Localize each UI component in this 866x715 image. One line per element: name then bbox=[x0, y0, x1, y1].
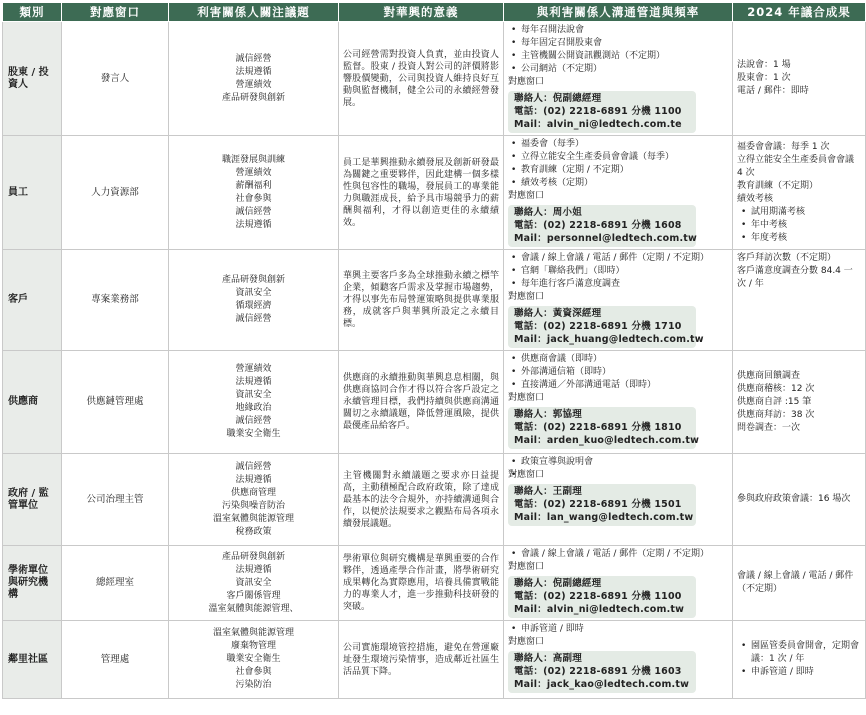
result-item: 法說會：1 場 bbox=[737, 60, 791, 70]
contact-mail[interactable]: Mail：personnel@ledtech.com.tw bbox=[514, 233, 697, 244]
topic-item: 職業安全衛生 bbox=[226, 654, 281, 664]
result-subitem: • 試用期滿考核 bbox=[737, 206, 861, 219]
contact-name: 聯絡人：王副理 bbox=[514, 486, 582, 497]
topic-item: 社會參與 bbox=[235, 193, 272, 204]
topic-item: 溫室氣體與能源管理、 bbox=[208, 603, 299, 614]
results-cell bbox=[733, 22, 866, 136]
window-cell: 公司治理主管 bbox=[62, 454, 169, 546]
contact-name: 聯絡人：黃資深經理 bbox=[514, 308, 602, 319]
channel-item: • 立得立能安全生產委員會會議（每季） bbox=[508, 151, 728, 164]
window-cell: 發言人 bbox=[62, 22, 169, 136]
window-cell: 人力資源部 bbox=[62, 136, 169, 250]
topics-cell bbox=[169, 454, 339, 546]
window-label: 對應窗口 bbox=[508, 292, 545, 302]
topic-item: 循環經濟 bbox=[235, 301, 272, 311]
channel-item: • 會議 / 線上會議 / 電話 / 郵件（定期 / 不定期） bbox=[508, 548, 728, 561]
significance-cell: 供應商的永續推動與華興息息相關，與供應商協同合作才得以符合客戶設定之永續管理目標，我們持續與供應商溝通關切之永續議題，降低營運風險，提供最優產品給客戶。 bbox=[339, 351, 504, 454]
channel-item: • 官網「聯絡我們」（即時） bbox=[508, 265, 728, 278]
result-subitem: • 申訴管道 / 即時 bbox=[737, 666, 861, 679]
header-channels: 與利害關係人溝通管道與頻率 bbox=[504, 3, 733, 22]
topics-cell bbox=[169, 22, 339, 136]
topic-item: 產品研發與創新 bbox=[221, 92, 285, 103]
channel-item: • 每年召開法說會 bbox=[508, 24, 728, 37]
contact-mail[interactable]: Mail：arden_kuo@ledtech.com.tw bbox=[514, 435, 700, 446]
header-category: 類別 bbox=[3, 3, 62, 22]
contact-box bbox=[508, 306, 704, 348]
contact-name: 聯絡人：周小姐 bbox=[514, 207, 582, 218]
topic-item: 職業安全衛生 bbox=[226, 429, 281, 439]
category-cell: 股東 / 投資人 bbox=[3, 22, 62, 136]
topic-item: 法規遵循 bbox=[235, 377, 272, 387]
topic-item: 營運績效 bbox=[235, 167, 272, 178]
topic-item: 誠信經營 bbox=[235, 53, 272, 64]
table-row bbox=[3, 250, 866, 351]
results-cell bbox=[733, 454, 866, 546]
window-label: 對應窗口 bbox=[508, 562, 545, 572]
topic-item: 溫室氣體與能源管理 bbox=[212, 513, 294, 524]
category-cell: 客戶 bbox=[3, 250, 62, 351]
topic-item: 稅務政策 bbox=[235, 526, 272, 537]
topic-item: 法規遵循 bbox=[235, 219, 272, 230]
topic-item: 法規遵循 bbox=[235, 564, 272, 575]
contact-box bbox=[508, 651, 696, 693]
result-item: 問卷調查：一次 bbox=[737, 422, 801, 433]
header-results: 2024 年議合成果 bbox=[733, 3, 866, 22]
channel-item: • 教育訓練（定期 / 不定期） bbox=[508, 164, 728, 177]
significance-cell: 公司經營需對投資人負責，並由投資人監督。股東 / 投資人對公司的評價將影響股價變動，公司與投資人維持良好互動與監督機制，健全公司的永續經營發展。 bbox=[339, 22, 504, 136]
contact-phone: 電話：(02) 2218-6891 分機 1710 bbox=[514, 321, 682, 332]
contact-phone: 電話：(02) 2218-6891 分機 1100 bbox=[514, 591, 682, 602]
result-sublist bbox=[737, 206, 861, 245]
header-row bbox=[3, 3, 866, 22]
topic-item: 廢棄物管理 bbox=[230, 641, 276, 651]
window-label: 對應窗口 bbox=[508, 470, 545, 480]
topics-cell bbox=[169, 621, 339, 699]
topic-item: 社會參與 bbox=[235, 667, 272, 677]
topic-item: 溫室氣體與能源管理 bbox=[212, 628, 294, 638]
channel-item: • 會議 / 線上會議 / 電話 / 郵件（定期 / 不定期） bbox=[508, 252, 728, 265]
result-item: 供應商稽核：12 次 bbox=[737, 383, 815, 394]
channels-cell bbox=[504, 22, 733, 136]
window-cell: 供應鏈管理處 bbox=[62, 351, 169, 454]
channel-item: • 供應商會議（即時） bbox=[508, 353, 728, 366]
header-topics: 利害關係人關注議題 bbox=[169, 3, 339, 22]
channel-list bbox=[508, 548, 728, 561]
topic-item: 法規遵循 bbox=[235, 474, 272, 485]
stakeholder-table bbox=[2, 2, 866, 699]
contact-box bbox=[508, 576, 696, 618]
result-item: 客戶拜訪次數（不定期） bbox=[737, 253, 837, 263]
topic-item: 污染防治 bbox=[235, 680, 272, 690]
table-row bbox=[3, 22, 866, 136]
contact-mail[interactable]: Mail：jack_huang@ledtech.com.tw bbox=[514, 334, 704, 345]
results-cell bbox=[733, 621, 866, 699]
topic-item: 誠信經營 bbox=[235, 206, 272, 217]
window-label: 對應窗口 bbox=[508, 393, 545, 403]
channels-cell bbox=[504, 351, 733, 454]
result-item: 供應商拜訪：38 次 bbox=[737, 409, 815, 420]
window-cell: 專案業務部 bbox=[62, 250, 169, 351]
table-row bbox=[3, 546, 866, 621]
topic-item: 營運績效 bbox=[235, 79, 272, 90]
channel-item: • 外部溝通信箱（即時） bbox=[508, 366, 728, 379]
topic-item: 污染與噪音防治 bbox=[221, 500, 285, 511]
result-sublist bbox=[737, 640, 861, 679]
channel-item: • 申訴管道 / 即時 bbox=[508, 623, 728, 636]
category-cell: 員工 bbox=[3, 136, 62, 250]
topic-item: 誠信經營 bbox=[235, 416, 272, 426]
topic-item: 供應商管理 bbox=[230, 487, 276, 498]
contact-mail[interactable]: Mail：alvin_ni@ledtech.com.tw bbox=[514, 604, 685, 615]
result-item: 教育訓練（不定期） bbox=[737, 180, 819, 191]
contact-mail[interactable]: Mail：lan_wang@ledtech.com.tw bbox=[514, 512, 694, 523]
category-cell: 政府 / 監管單位 bbox=[3, 454, 62, 546]
channels-cell bbox=[504, 136, 733, 250]
result-item: 福委會會議：每季 1 次 bbox=[737, 141, 830, 152]
table-row bbox=[3, 454, 866, 546]
contact-box bbox=[508, 407, 700, 449]
contact-phone: 電話：(02) 2218-6891 分機 1501 bbox=[514, 499, 682, 510]
contact-box bbox=[508, 91, 696, 133]
significance-cell: 公司實施環境管控措施，避免在營運廠址發生環境污染情事，造成鄰近社區生活品質下降。 bbox=[339, 621, 504, 699]
channel-list bbox=[508, 252, 728, 291]
topic-item: 薪酬福利 bbox=[235, 180, 272, 191]
contact-phone: 電話：(02) 2218-6891 分機 1100 bbox=[514, 106, 682, 117]
contact-name: 聯絡人：高副理 bbox=[514, 653, 582, 664]
results-cell bbox=[733, 250, 866, 351]
topics-cell bbox=[169, 250, 339, 351]
contact-name: 聯絡人：倪副總經理 bbox=[514, 578, 602, 589]
window-label: 對應窗口 bbox=[508, 191, 545, 201]
category-cell: 鄰里社區 bbox=[3, 621, 62, 699]
topic-item: 法規遵循 bbox=[235, 66, 272, 77]
channel-item: • 主管機關公開資訊觀測站（不定期） bbox=[508, 50, 728, 63]
channels-cell bbox=[504, 454, 733, 546]
channel-list bbox=[508, 24, 728, 76]
channel-item: • 每年固定召開股東會 bbox=[508, 37, 728, 50]
topics-cell bbox=[169, 136, 339, 250]
contact-name: 聯絡人：倪副總經理 bbox=[514, 93, 602, 104]
header-window: 對應窗口 bbox=[62, 3, 169, 22]
header-significance: 對華興的意義 bbox=[339, 3, 504, 22]
result-subitem: • 年度考核 bbox=[737, 232, 861, 245]
result-item: 立得立能安全生產委員會會議 4 次 bbox=[737, 154, 855, 178]
contact-box bbox=[508, 484, 696, 526]
category-cell: 供應商 bbox=[3, 351, 62, 454]
window-cell: 總經理室 bbox=[62, 546, 169, 621]
topic-item: 職涯發展與訓練 bbox=[221, 154, 285, 165]
channel-item: • 績效考核（定期） bbox=[508, 177, 728, 190]
topics-cell bbox=[169, 351, 339, 454]
table-row bbox=[3, 136, 866, 250]
results-cell bbox=[733, 136, 866, 250]
table-row bbox=[3, 351, 866, 454]
contact-phone: 電話：(02) 2218-6891 分機 1603 bbox=[514, 666, 682, 677]
topic-item: 誠信經營 bbox=[235, 461, 272, 472]
significance-cell: 主管機關對永續議題之要求亦日益提高，主動積極配合政府政策，除了達成最基本的法令合規外，亦持續溝通與合作，以便於法規要求之觀點布局各項永續發展議題。 bbox=[339, 454, 504, 546]
channels-cell bbox=[504, 621, 733, 699]
channel-item: • 直接溝通／外部溝通電話（即時） bbox=[508, 379, 728, 392]
results-cell bbox=[733, 546, 866, 621]
channel-item: • 政策宣導與說明會 bbox=[508, 456, 728, 469]
window-label: 對應窗口 bbox=[508, 77, 545, 87]
channel-item: • 福委會（每季） bbox=[508, 138, 728, 151]
result-subitem: • 年中考核 bbox=[737, 219, 861, 232]
result-item: 供應商回饋調查 bbox=[737, 370, 801, 381]
result-subitem: • 園區管委員會開會，定期會議：1 次 / 年 bbox=[737, 640, 861, 666]
contact-phone: 電話：(02) 2218-6891 分機 1810 bbox=[514, 422, 682, 433]
channels-cell bbox=[504, 250, 733, 351]
contact-mail[interactable]: Mail：alvin_ni@ledtech.com.te bbox=[514, 119, 682, 130]
table-row bbox=[3, 621, 866, 699]
result-item: 電話 / 郵件：即時 bbox=[737, 86, 809, 96]
window-label: 對應窗口 bbox=[508, 637, 545, 647]
category-cell: 學術單位與研究機構 bbox=[3, 546, 62, 621]
channel-item: • 每年進行客戶滿意度調查 bbox=[508, 278, 728, 291]
result-item: 供應商自評 :15 筆 bbox=[737, 396, 812, 407]
channels-cell bbox=[504, 546, 733, 621]
topic-item: 產品研發與創新 bbox=[221, 275, 285, 285]
results-cell bbox=[733, 351, 866, 454]
channel-item: • 公司網站（不定期） bbox=[508, 63, 728, 76]
topic-item: 誠信經營 bbox=[235, 314, 272, 324]
result-item: 股東會：1 次 bbox=[737, 73, 791, 83]
topic-item: 營運績效 bbox=[235, 364, 272, 374]
channel-list bbox=[508, 456, 728, 469]
topic-item: 資訊安全 bbox=[235, 288, 272, 298]
result-item: 會議 / 線上會議 / 電話 / 郵件（不定期） bbox=[737, 571, 854, 594]
contact-name: 聯絡人：郭協理 bbox=[514, 409, 582, 420]
topic-item: 資訊安全 bbox=[235, 390, 272, 400]
contact-mail[interactable]: Mail：jack_kao@ledtech.com.tw bbox=[514, 679, 690, 690]
topic-item: 產品研發與創新 bbox=[221, 551, 285, 562]
significance-cell: 學術單位與研究機構是華興重要的合作夥伴，透過產學合作計畫，將學術研究成果轉化為實際應用，培養具備實戰能力的專業人才，進一步推動科技研發的突破。 bbox=[339, 546, 504, 621]
result-item: 客戶滿意度調查分數 84.4 一次 / 年 bbox=[737, 266, 853, 289]
channel-list bbox=[508, 623, 728, 636]
significance-cell: 員工是華興推動永續發展及創新研發最為關鍵之重要夥伴，因此建構一個多樣性與包容性的職場，發展員工的專業能力與職涯成長，給予具市場競爭力的薪酬與福利，才得以創造更佳的永續績效。 bbox=[339, 136, 504, 250]
result-item: 參與政府政策會議：16 場次 bbox=[737, 494, 851, 504]
topic-item: 資訊安全 bbox=[235, 577, 272, 588]
contact-box bbox=[508, 205, 696, 247]
result-item: 績效考核 bbox=[737, 193, 774, 204]
channel-list bbox=[508, 353, 728, 392]
topics-cell bbox=[169, 546, 339, 621]
contact-phone: 電話：(02) 2218-6891 分機 1608 bbox=[514, 220, 682, 231]
topic-item: 地緣政治 bbox=[235, 403, 272, 413]
channel-list bbox=[508, 138, 728, 190]
topic-item: 客戶關係管理 bbox=[226, 590, 281, 601]
significance-cell: 華興主要客戶多為全球推動永續之標竿企業，傾聽客戶需求及掌握市場趨勢，才得以事先布局營運策略與提供專業服務，成就客戶與華興所設定之永續目標。 bbox=[339, 250, 504, 351]
window-cell: 管理處 bbox=[62, 621, 169, 699]
